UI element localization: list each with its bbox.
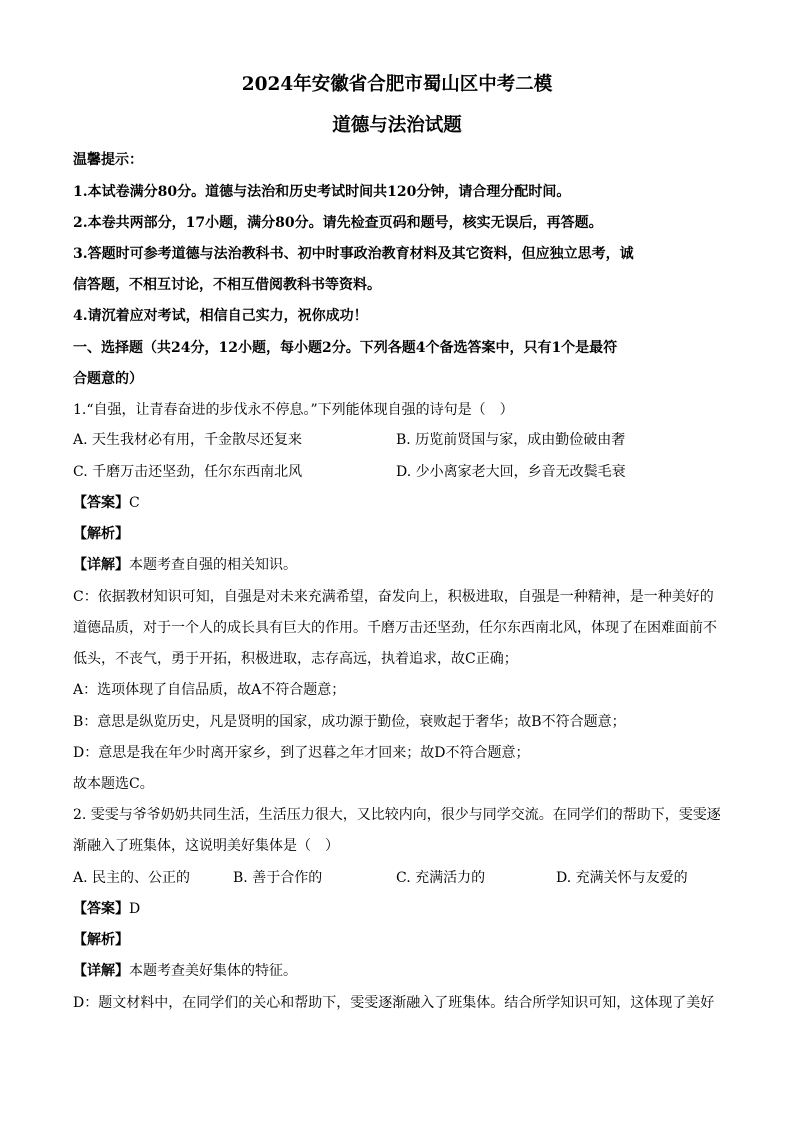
q2-analysis-tag: 【解析】 [73, 932, 129, 948]
notice-item: 信答题，不相互讨论，不相互借阅教科书等资料。 [73, 277, 381, 293]
q1-analysis-tag: 【解析】 [73, 526, 129, 542]
q1-explanation-line: 低头，不丧气，勇于开拓，积极进取，志存高远，执着追求，故C正确； [73, 651, 518, 667]
q2-answer [73, 899, 724, 919]
q2-option-d: D. 充满关怀与友爱的 [556, 870, 688, 886]
q2-explanation-line: D：题文材料中，在同学们的关心和帮助下，雯雯逐渐融入了班集体。结合所学知识可知，这体现了美好 [73, 995, 715, 1011]
q1-option-b: B. 历览前贤国与家，成由勤俭破由奢 [396, 432, 626, 448]
answer-value: C [129, 495, 140, 511]
notice-heading: 温馨提示： [73, 152, 143, 168]
section-heading: 一、选择题（共24分，12小题，每小题2分。下列各题4个备选答案中，只有1个是最符 [73, 340, 618, 356]
q1-explanation-line: A：选项体现了自信品质，故A不符合题意； [73, 682, 346, 698]
q1-option-d: D. 少小离家老大回，乡音无改鬓毛衰 [396, 464, 626, 480]
page-subtitle: 道德与法治试题 [332, 115, 462, 136]
q1-explanation-line: 道德品质，对于一个人的成长具有巨大的作用。千磨万击还坚劲，任尔东西南北风，体现了在困难面前不 [73, 620, 717, 636]
q2-option-c: C. 充满活力的 [396, 870, 486, 886]
q2-detail: 【详解】本题考查美好集体的特征。 [73, 963, 297, 979]
notice-item: 3.答题时可参考道德与法治教科书、初中时事政治教育材料及其它资料，但应独立思考，诚 [73, 246, 634, 262]
q1-option-c: C. 千磨万击还坚劲，任尔东西南北风 [73, 464, 303, 480]
section-heading-cont: 合题意的） [73, 371, 143, 387]
question-2-stem: 2. 雯雯与爷爷奶奶共同生活，生活压力很大，又比较内向，很少与同学交流。在同学们的帮助下，雯雯逐 [73, 807, 721, 823]
page-title: 2024年安徽省合肥市蜀山区中考二模 [241, 74, 553, 95]
q1-detail: 【详解】本题考查自强的相关知识。 [73, 557, 297, 573]
notice-item: 4.请沉着应对考试，相信自己实力，祝你成功！ [73, 308, 368, 324]
answer-tag: 【答案】 [73, 901, 129, 917]
question-1-stem: 1.“自强，让青春奋进的步伐永不停息。”下列能体现自强的诗句是（ ） [73, 402, 514, 418]
detail-tag: 【详解】 [73, 557, 129, 573]
q1-answer [73, 493, 724, 513]
question-2-stem-cont: 渐融入了班集体，这说明美好集体是（ ） [73, 838, 339, 854]
notice-item: 1.本试卷满分80分。道德与法治和历史考试时间共120分钟，请合理分配时间。 [73, 184, 571, 200]
q1-explanation-line: B：意思是纵览历史，凡是贤明的国家，成功源于勤俭，衰败起于奢华；故B不符合题意； [73, 714, 626, 730]
notice-item: 2.本卷共两部分，17小题，满分80分。请先检查页码和题号，核实无误后，再答题。 [73, 215, 603, 231]
q2-option-a: A. 民主的、公正的 [73, 870, 191, 886]
answer-value: D [129, 901, 141, 917]
answer-tag: 【答案】 [73, 495, 129, 511]
q1-explanation-line: D：意思是我在年少时离开家乡，到了迟暮之年才回来；故D不符合题意； [73, 745, 530, 761]
detail-tag: 【详解】 [73, 963, 129, 979]
q1-conclusion: 故本题选C。 [73, 776, 154, 792]
q1-option-a: A. 天生我材必有用，千金散尽还复来 [73, 432, 303, 448]
q2-option-b: B. 善于合作的 [233, 870, 323, 886]
q1-explanation-line: C：依据教材知识可知，自强是对未来充满希望，奋发向上，积极进取，自强是一种精神，是一种美好的 [73, 589, 714, 605]
